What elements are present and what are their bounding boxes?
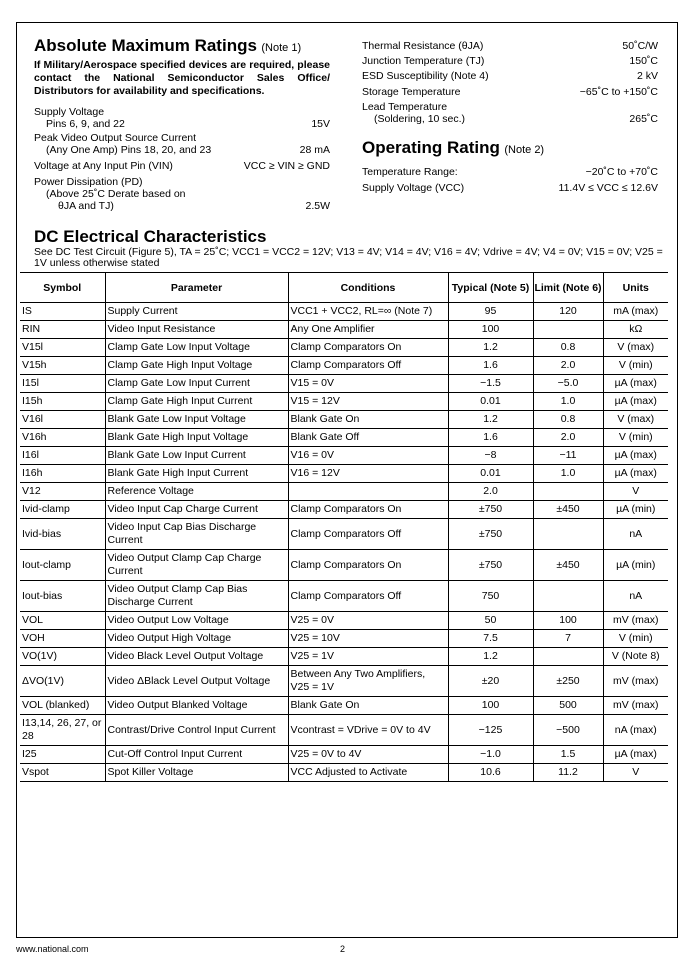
operating-rating-title: Operating Rating (Note 2) [362, 138, 545, 157]
cell-symbol: V16h [20, 429, 105, 447]
table-body [20, 303, 668, 782]
cell-limit: ±250 [533, 666, 603, 697]
cell-typical: 100 [448, 321, 533, 339]
cell-typical: 10.6 [448, 764, 533, 782]
table-row [20, 375, 668, 393]
cell-units: mV (max) [603, 666, 668, 697]
cell-limit: 100 [533, 612, 603, 630]
cell-conditions: Blank Gate Off [288, 429, 448, 447]
table-row [20, 519, 668, 550]
cell-symbol: I16l [20, 447, 105, 465]
rating-junction-temperature: Junction Temperature (TJ) 150˚C [362, 55, 658, 67]
cell-limit: 2.0 [533, 357, 603, 375]
table-row [20, 393, 668, 411]
cell-typical: ±750 [448, 519, 533, 550]
table-row [20, 303, 668, 321]
footer-page-number: 2 [340, 944, 346, 954]
cell-limit: 1.0 [533, 393, 603, 411]
cell-symbol: V16l [20, 411, 105, 429]
table-row [20, 483, 668, 501]
table-row [20, 411, 668, 429]
cell-symbol: RIN [20, 321, 105, 339]
cell-symbol: I16h [20, 465, 105, 483]
cell-limit [533, 321, 603, 339]
cell-parameter: Clamp Gate Low Input Voltage [105, 339, 288, 357]
cell-limit: 11.2 [533, 764, 603, 782]
cell-typical: 7.5 [448, 630, 533, 648]
cell-conditions: Clamp Comparators On [288, 550, 448, 581]
cell-units: V (min) [603, 630, 668, 648]
rating-peak-current: Peak Video Output Source Current (Any One Amp) Pins 18, 20, and 23 28 mA [34, 132, 330, 156]
header-symbol: Symbol [20, 273, 105, 303]
cell-typical: 1.6 [448, 429, 533, 447]
cell-limit: 0.8 [533, 411, 603, 429]
cell-symbol: Vspot [20, 764, 105, 782]
cell-typical: ±20 [448, 666, 533, 697]
cell-limit: ±450 [533, 550, 603, 581]
cell-conditions: V25 = 0V to 4V [288, 746, 448, 764]
cell-units: V [603, 483, 668, 501]
cell-limit: −500 [533, 715, 603, 746]
table-row [20, 630, 668, 648]
cell-parameter: Blank Gate High Input Voltage [105, 429, 288, 447]
cell-conditions: V15 = 12V [288, 393, 448, 411]
table-header-row [20, 273, 668, 303]
cell-units: µA (min) [603, 501, 668, 519]
cell-symbol: I15h [20, 393, 105, 411]
cell-parameter: Video Output Blanked Voltage [105, 697, 288, 715]
cell-typical: 1.2 [448, 648, 533, 666]
cell-typical: ±750 [448, 501, 533, 519]
cell-limit [533, 519, 603, 550]
table-row [20, 581, 668, 612]
cell-units: V [603, 764, 668, 782]
cell-symbol: Iout-bias [20, 581, 105, 612]
table-row [20, 612, 668, 630]
cell-typical: 1.6 [448, 357, 533, 375]
cell-units: nA (max) [603, 715, 668, 746]
cell-typical: 50 [448, 612, 533, 630]
cell-units: V (max) [603, 411, 668, 429]
cell-conditions: V16 = 12V [288, 465, 448, 483]
cell-symbol: Ivid-bias [20, 519, 105, 550]
cell-limit: 120 [533, 303, 603, 321]
cell-symbol: I15l [20, 375, 105, 393]
cell-parameter: Video ΔBlack Level Output Voltage [105, 666, 288, 697]
cell-units: µA (max) [603, 746, 668, 764]
cell-parameter: Reference Voltage [105, 483, 288, 501]
table-row [20, 746, 668, 764]
dc-characteristics-table [20, 272, 668, 782]
cell-conditions: Clamp Comparators Off [288, 581, 448, 612]
cell-units: µA (max) [603, 465, 668, 483]
cell-symbol: ΔVO(1V) [20, 666, 105, 697]
cell-symbol: I25 [20, 746, 105, 764]
cell-units: mA (max) [603, 303, 668, 321]
cell-units: nA [603, 581, 668, 612]
cell-symbol: VOH [20, 630, 105, 648]
cell-parameter: Contrast/Drive Control Input Current [105, 715, 288, 746]
cell-limit [533, 483, 603, 501]
cell-conditions: Any One Amplifier [288, 321, 448, 339]
cell-limit: 0.8 [533, 339, 603, 357]
cell-typical: −1.5 [448, 375, 533, 393]
table-row [20, 715, 668, 746]
cell-units: µA (max) [603, 447, 668, 465]
footer-website: www.national.com [16, 944, 89, 954]
table-row [20, 501, 668, 519]
cell-parameter: Clamp Gate High Input Voltage [105, 357, 288, 375]
cell-limit [533, 581, 603, 612]
cell-conditions [288, 483, 448, 501]
cell-conditions: Blank Gate On [288, 411, 448, 429]
operating-supply-voltage: Supply Voltage (VCC) 11.4V ≤ VCC ≤ 12.6V [362, 182, 658, 194]
cell-conditions: V16 = 0V [288, 447, 448, 465]
cell-parameter: Video Output Clamp Cap Charge Current [105, 550, 288, 581]
cell-symbol: VO(1V) [20, 648, 105, 666]
cell-symbol: V15l [20, 339, 105, 357]
table-row [20, 447, 668, 465]
cell-typical: −8 [448, 447, 533, 465]
cell-typical: −125 [448, 715, 533, 746]
cell-parameter: Blank Gate Low Input Voltage [105, 411, 288, 429]
cell-limit: 2.0 [533, 429, 603, 447]
table-row [20, 764, 668, 782]
cell-units: µA (max) [603, 375, 668, 393]
table-row [20, 339, 668, 357]
rating-power-dissipation: Power Dissipation (PD) (Above 25˚C Derate based on θJA and TJ) 2.5W [34, 176, 330, 212]
cell-conditions: Clamp Comparators Off [288, 519, 448, 550]
cell-limit: −11 [533, 447, 603, 465]
cell-parameter: Supply Current [105, 303, 288, 321]
cell-symbol: Iout-clamp [20, 550, 105, 581]
cell-limit: ±450 [533, 501, 603, 519]
cell-units: V (min) [603, 429, 668, 447]
cell-typical: −1.0 [448, 746, 533, 764]
cell-limit: 7 [533, 630, 603, 648]
cell-limit: 500 [533, 697, 603, 715]
cell-conditions: VCC1 + VCC2, RL=∞ (Note 7) [288, 303, 448, 321]
cell-symbol: V12 [20, 483, 105, 501]
rating-esd: ESD Susceptibility (Note 4) 2 kV [362, 70, 658, 82]
cell-symbol: I13,14, 26, 27, or 28 [20, 715, 105, 746]
header-parameter: Parameter [105, 273, 288, 303]
cell-units: mV (max) [603, 612, 668, 630]
header-units: Units [603, 273, 668, 303]
cell-units: kΩ [603, 321, 668, 339]
cell-units: µA (max) [603, 393, 668, 411]
cell-conditions: Vcontrast = VDrive = 0V to 4V [288, 715, 448, 746]
table-row [20, 321, 668, 339]
dc-characteristics-title: DC Electrical Characteristics [34, 227, 267, 246]
table-row [20, 429, 668, 447]
cell-units: nA [603, 519, 668, 550]
cell-symbol: Ivid-clamp [20, 501, 105, 519]
cell-conditions: Clamp Comparators On [288, 501, 448, 519]
cell-symbol: VOL (blanked) [20, 697, 105, 715]
table-row [20, 550, 668, 581]
cell-typical: 0.01 [448, 393, 533, 411]
cell-conditions: Between Any Two Amplifiers, V25 = 1V [288, 666, 448, 697]
operating-temperature-range: Temperature Range: −20˚C to +70˚C [362, 166, 658, 178]
rating-lead-temperature: Lead Temperature (Soldering, 10 sec.) 265˚C [362, 101, 658, 125]
cell-symbol: V15h [20, 357, 105, 375]
cell-typical: 100 [448, 697, 533, 715]
cell-typical: 0.01 [448, 465, 533, 483]
cell-parameter: Video Output Low Voltage [105, 612, 288, 630]
cell-conditions: V15 = 0V [288, 375, 448, 393]
header-limit: Limit (Note 6) [533, 273, 603, 303]
cell-conditions: VCC Adjusted to Activate [288, 764, 448, 782]
cell-conditions: Blank Gate On [288, 697, 448, 715]
cell-limit [533, 648, 603, 666]
cell-units: V (min) [603, 357, 668, 375]
cell-units: V (max) [603, 339, 668, 357]
table-row [20, 666, 668, 697]
table-row [20, 648, 668, 666]
rating-input-voltage: Voltage at Any Input Pin (VIN) VCC ≥ VIN ≥ GND [34, 160, 330, 172]
cell-parameter: Video Input Cap Bias Discharge Current [105, 519, 288, 550]
cell-conditions: Clamp Comparators On [288, 339, 448, 357]
cell-units: mV (max) [603, 697, 668, 715]
cell-conditions: V25 = 10V [288, 630, 448, 648]
table-row [20, 357, 668, 375]
header-typical: Typical (Note 5) [448, 273, 533, 303]
cell-limit: −5.0 [533, 375, 603, 393]
cell-conditions: Clamp Comparators Off [288, 357, 448, 375]
cell-typical: 95 [448, 303, 533, 321]
cell-symbol: IS [20, 303, 105, 321]
cell-parameter: Blank Gate High Input Current [105, 465, 288, 483]
table-row [20, 465, 668, 483]
cell-conditions: V25 = 1V [288, 648, 448, 666]
cell-parameter: Blank Gate Low Input Current [105, 447, 288, 465]
cell-conditions: V25 = 0V [288, 612, 448, 630]
cell-parameter: Video Input Resistance [105, 321, 288, 339]
cell-parameter: Video Input Cap Charge Current [105, 501, 288, 519]
cell-parameter: Video Black Level Output Voltage [105, 648, 288, 666]
rating-thermal-resistance: Thermal Resistance (θJA) 50˚C/W [362, 40, 658, 52]
cell-parameter: Spot Killer Voltage [105, 764, 288, 782]
cell-limit: 1.5 [533, 746, 603, 764]
header-conditions: Conditions [288, 273, 448, 303]
cell-parameter: Clamp Gate High Input Current [105, 393, 288, 411]
military-warning: If Military/Aerospace specified devices are required, please contact the National Semiconductor Sales Office/ Distributors for availability and specifications. [34, 59, 330, 97]
cell-typical: 750 [448, 581, 533, 612]
cell-typical: 2.0 [448, 483, 533, 501]
cell-parameter: Clamp Gate Low Input Current [105, 375, 288, 393]
cell-typical: ±750 [448, 550, 533, 581]
cell-parameter: Video Output High Voltage [105, 630, 288, 648]
absolute-max-title: Absolute Maximum Ratings (Note 1) [34, 36, 302, 55]
cell-parameter: Video Output Clamp Cap Bias Discharge Current [105, 581, 288, 612]
cell-typical: 1.2 [448, 339, 533, 357]
cell-units: µA (min) [603, 550, 668, 581]
rating-storage-temperature: Storage Temperature −65˚C to +150˚C [362, 86, 658, 98]
cell-symbol: VOL [20, 612, 105, 630]
dc-test-conditions: See DC Test Circuit (Figure 5), TA = 25˚C; VCC1 = VCC2 = 12V; V13 = 4V; V14 = 4V; V16 = 4V; Vdrive = 4V; V4 = 0V; V15 = 0V; V25 = 1V unless otherwise stated [34, 246, 663, 269]
cell-limit: 1.0 [533, 465, 603, 483]
cell-typical: 1.2 [448, 411, 533, 429]
rating-supply-voltage: Supply Voltage Pins 6, 9, and 22 15V [34, 106, 330, 130]
cell-parameter: Cut-Off Control Input Current [105, 746, 288, 764]
table-row [20, 697, 668, 715]
cell-units: V (Note 8) [603, 648, 668, 666]
